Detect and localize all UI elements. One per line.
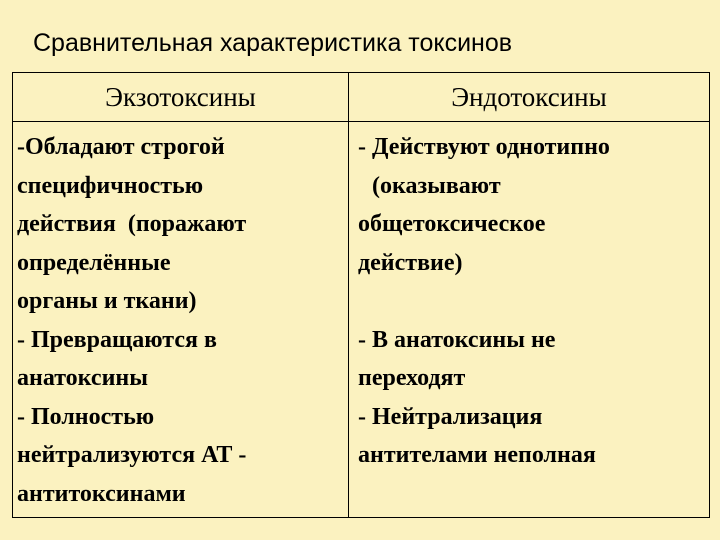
column-header-exotoxins: Экзотоксины bbox=[13, 73, 349, 122]
endotoxins-spacer bbox=[358, 282, 709, 321]
endotoxins-line: - Действуют однотипно bbox=[358, 134, 610, 160]
exotoxins-line: анатоксины bbox=[17, 365, 148, 391]
endotoxins-line: переходят bbox=[358, 365, 466, 391]
endotoxins-line: - В анатоксины не bbox=[358, 326, 556, 353]
endotoxins-cell bbox=[349, 122, 710, 518]
endotoxins-line: общетоксическое bbox=[358, 211, 546, 237]
endotoxins-line: (оказывают bbox=[372, 172, 501, 199]
table-body-row bbox=[13, 122, 710, 518]
exotoxins-line: нейтрализуются АТ - bbox=[17, 442, 247, 468]
column-header-endotoxins: Эндотоксины bbox=[349, 73, 710, 122]
exotoxins-line: органы и ткани) bbox=[17, 288, 197, 314]
exotoxins-line: - Полностью bbox=[17, 403, 155, 430]
exotoxins-line: - Превращаются в bbox=[17, 326, 217, 353]
endotoxins-line: действие) bbox=[358, 249, 463, 276]
exotoxins-line: -Обладают строгой bbox=[17, 134, 225, 160]
endotoxins-line: - Нейтрализация bbox=[358, 403, 543, 430]
exotoxins-line: действия (поражают bbox=[17, 211, 247, 237]
slide-title: Сравнительная характеристика токсинов bbox=[33, 29, 513, 57]
exotoxins-cell bbox=[13, 122, 349, 518]
exotoxins-line: специфичностью bbox=[17, 172, 204, 199]
table-header-row bbox=[13, 73, 710, 122]
endotoxins-line: антителами неполная bbox=[358, 442, 596, 468]
exotoxins-line: определённые bbox=[17, 249, 171, 276]
exotoxins-line: антитоксинами bbox=[17, 480, 186, 507]
comparison-table bbox=[12, 72, 710, 518]
